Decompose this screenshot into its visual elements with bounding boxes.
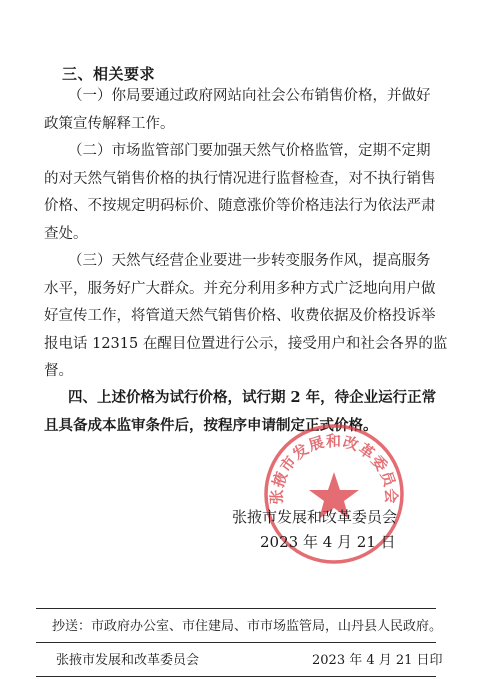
cc-recipients: 抄送：市政府办公室、市住建局、市市场监管局，山丹县人民政府。 [52, 619, 443, 634]
paragraph-line: 水平，服务好广大群众。并充分利用多种方式广泛地向用户做 [44, 280, 436, 297]
svg-text:张掖市发展和改革委员会: 张掖市发展和改革委员会 [267, 432, 401, 505]
paragraph-line: 好宣传工作，将管道天然气销售价格、收费依据及价格投诉举 [44, 308, 436, 324]
signature-date: 2023 年 4 月 21 日 [260, 533, 396, 551]
footer-print-date: 2023 年 4 月 21 日印 [312, 653, 443, 668]
paragraph-line: 的对天然气销售价格的执行情况进行监督检查，对不执行销售 [44, 170, 436, 187]
paragraph-line: 报电话 12315 在醒目位置进行公示，接受用户和社会各界的监 [44, 335, 448, 352]
paragraph-line: （二）市场监管部门要加强天然气价格监管，定期不定期 [68, 143, 431, 159]
footer-issuer: 张掖市发展和改革委员会 [56, 653, 200, 668]
paragraph-line: （三）天然气经营企业要进一步转变服务作风，提高服务 [68, 253, 431, 269]
requirement-item-3 [44, 248, 448, 386]
paragraph-line: 政策宣传解释工作。 [44, 115, 175, 132]
requirement-item-1 [44, 83, 447, 138]
paragraph-line: 督。 [44, 363, 73, 379]
divider-line [36, 642, 436, 643]
paragraph-line: （一）你局要通过政府网站向社会公布销售价格，并做好 [68, 88, 431, 104]
signature-organization: 张掖市发展和改革委员会 [232, 508, 398, 526]
paragraph-line: 价格、不按规定明码标价、随意涨价等价格违法行为依法严肃 [44, 198, 436, 214]
paragraph-line: 且具备成本监审条件后，按程序申请制定正式价格。 [44, 416, 378, 434]
section-three-heading: 三、相关要求 [62, 65, 156, 83]
paragraph-line: 查处。 [44, 225, 88, 242]
paragraph-line: 四、上述价格为试行价格，试行期 2 年，待企业运行正常 [68, 389, 437, 406]
divider-line [36, 676, 436, 677]
requirement-item-2 [44, 138, 447, 248]
divider-line [36, 608, 436, 609]
